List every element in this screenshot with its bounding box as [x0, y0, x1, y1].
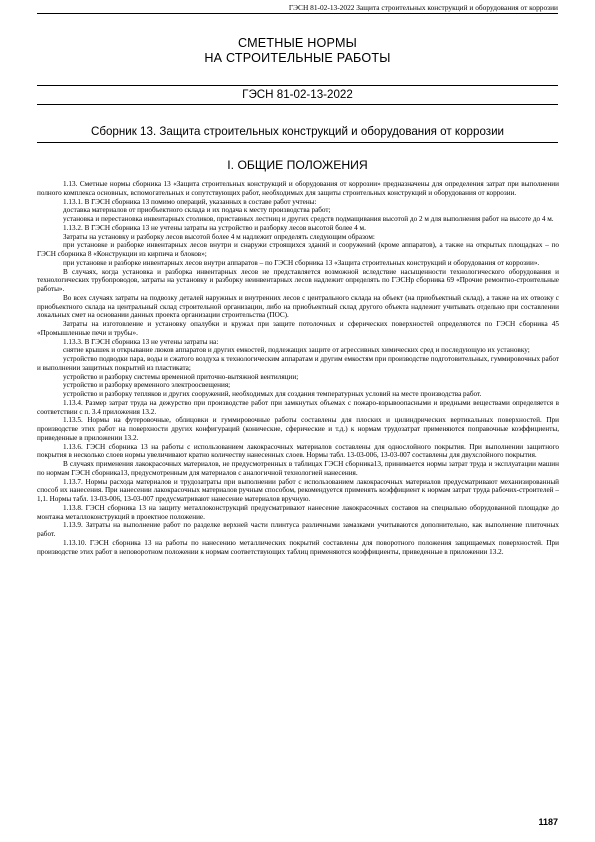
paragraph: 1.13.9. Затраты на выполнение работ по разделке верхней части плинтуса различными замазками учитываются дополнительно, как выполнение плиточных работ.: [37, 521, 559, 538]
paragraph: при установке и разборке инвентарных лесов внутри аппаратов – по ГЭСН сборника 13 «Защита строительных конструкций и оборудования от коррозии».: [63, 258, 540, 267]
paragraph: 1.13. Сметные нормы сборника 13 «Защита строительных конструкций и оборудования от коррозии» предназначены для определения затрат при выполнении полного комплекса основных, вспомогательных и сопутствующих работ, необходимых для защиты строительных конструкций и оборудования от коррозии.: [37, 180, 559, 197]
paragraph: при установке и разборке инвентарных лесов внутри и снаружи строящихся зданий и сооружений (кроме аппаратов), а также на открытых площадках – по ГЭСН сборника 8 «Конструкции из кирпича и блоков»;: [37, 241, 559, 258]
paragraph: 1.13.4. Размер затрат труда на дежурство при производстве работ при замкнутых объемах с пожаро-взрывоопасными и вредными веществами определяется в соответствии с п. 3.4 приложения 13.2.: [37, 398, 559, 416]
body-text: [37, 180, 559, 556]
title-block: [0, 36, 595, 66]
paragraph: Затраты на изготовление и установку опалубки и кружал при защите потолочных и сферических поверхностей определяются по ГЭСН сборника 45 «Промышленные печи и трубы».: [37, 320, 559, 337]
paragraph: доставка материалов от приобъектного склада и их подача к месту производства работ;: [63, 206, 331, 215]
paragraph: установка и перестановка инвентарных столиков, приставных лестниц и других средств подмащивания высотой до 2 м для выполнения работ на высоте до 4 м.: [63, 215, 554, 223]
paragraph: 1.13.1. В ГЭСН сборника 13 помимо операций, указанных в составе работ учтены:: [63, 197, 317, 206]
paragraph: устройство подводки пара, воды и сжатого воздуха к технологическим аппаратам и другим емкостям при производстве подготовительных, гуммировочных работ и выполнении защитных покрытий из пластиката;: [37, 355, 559, 372]
paragraph: 1.13.8. ГЭСН сборника 13 на защиту металлоконструкций предусматривают нанесение лакокрасочных составов на специально оборудованной площадке до монтажа металлоконструкций в проектное положение.: [37, 503, 559, 521]
top-rule: [37, 85, 558, 86]
collection-title: Сборник 13. Защита строительных конструкций и оборудования от коррозии: [90, 125, 505, 138]
section-title: I. ОБЩИЕ ПОЛОЖЕНИЯ: [227, 158, 368, 172]
running-header: ГЭСН 81-02-13-2022 Защита строительных конструкций и оборудования от коррозии: [37, 3, 558, 14]
paragraph: В случаях, когда установка и разборка инвентарных лесов не представляется возможной вследствие насыщенности технологического оборудования и технологических трубопроводов, затраты на установку и разборку неинвентарных лесов надлежит определять по ГЭСНр сборника 69 «Прочие ремонтно-строительные работы».: [37, 267, 559, 293]
paragraph: 1.13.6. ГЭСН сборника 13 на работы с использованием лакокрасочных материалов составлены для однослойного покрытия. При выполнении защитного покрытия в несколько слоев нормы увеличивают кратно количеству нанесенных слоев. Нормы табл. 13-03-006, 13-03-007 составлены для двухслойного покрытия.: [37, 442, 559, 460]
title-line-1: СМЕТНЫЕ НОРМЫ: [237, 36, 358, 50]
code-rule: [37, 104, 558, 105]
paragraph: устройство и разборку системы временной приточно-вытяжной вентиляции;: [63, 372, 299, 381]
collection-rule: [37, 142, 558, 143]
paragraph: Во всех случаях затраты на подвозку деталей наружных и внутренних лесов с центрального склада на объект (на приобъектный склад), а также на их отвозку с приобъектного склада на центральный склад строительной организации, либо на приобъектный склад другого объекта надлежит учитывать отдельно при составлении локальных смет на основании данных проекта организации строительства (ПОС).: [37, 293, 559, 320]
paragraph: В случаях применения лакокрасочных материалов, не предусмотренных в таблицах ГЭСН сборника13, принимается нормы затрат труда и эксплуатации машин по нормам ГЭСН сборника13, предусмотренным для материалов с аналогичной технологией нанесения.: [37, 460, 559, 477]
paragraph: устройство и разборку временного электроосвещения;: [63, 381, 231, 390]
paragraph: 1.13.2. В ГЭСН сборника 13 не учтены затраты на устройство и разборку лесов высотой более 4 м.: [63, 223, 366, 232]
paragraph: 1.13.7. Нормы расхода материалов и трудозатраты при выполнении работ с использованием лакокрасочных материалов предусматривают механизированный способ их нанесения. При нанесении лакокрасочных материалов ручным способом, рекомендуется применять коэффициент к нормам затрат труда рабочих-строителей – 1,1. Нормы табл. 13-03-006, 13-03-007 предусматривают нанесение материалов вручную.: [37, 477, 559, 503]
document-code: ГЭСН 81-02-13-2022: [242, 88, 353, 101]
page-number: 1187: [538, 817, 558, 827]
paragraph: 1.13.5. Нормы на футеровочные, облицовки и гуммировочные работы составлены для плоских и цилиндрических вертикальных поверхностей. При производстве этих работ на поверхности других конфигураций (конические, сферические и т.д.) к нормам трудозатрат применяются поправочные коэффициенты, приведенные в приложении 13.2.: [37, 416, 559, 442]
title-line-2: НА СТРОИТЕЛЬНЫЕ РАБОТЫ: [204, 51, 391, 65]
paragraph: Затраты на установку и разборку лесов высотой более 4 м надлежит определять следующим образом:: [63, 232, 375, 241]
paragraph: снятие крышек и открывание люков аппаратов и других емкостей, подлежащих защите от агрессивных химических сред и последующую их установку;: [63, 346, 530, 355]
paragraph: 1.13.3. В ГЭСН сборника 13 не учтены затраты на:: [63, 337, 219, 346]
paragraph: 1.13.10. ГЭСН сборника 13 на работы по нанесению металлических покрытий составлены для поворотного положения защищаемых поверхностей. При производстве этих работ в неповоротном положении к нормам соответствующих таблиц применяются коэффициенты, приведенные в приложении 13.2.: [37, 538, 559, 556]
paragraph: устройство и разборку тепляков и других сооружений, необходимых для создания температурных условий на месте производства работ.: [63, 390, 482, 398]
